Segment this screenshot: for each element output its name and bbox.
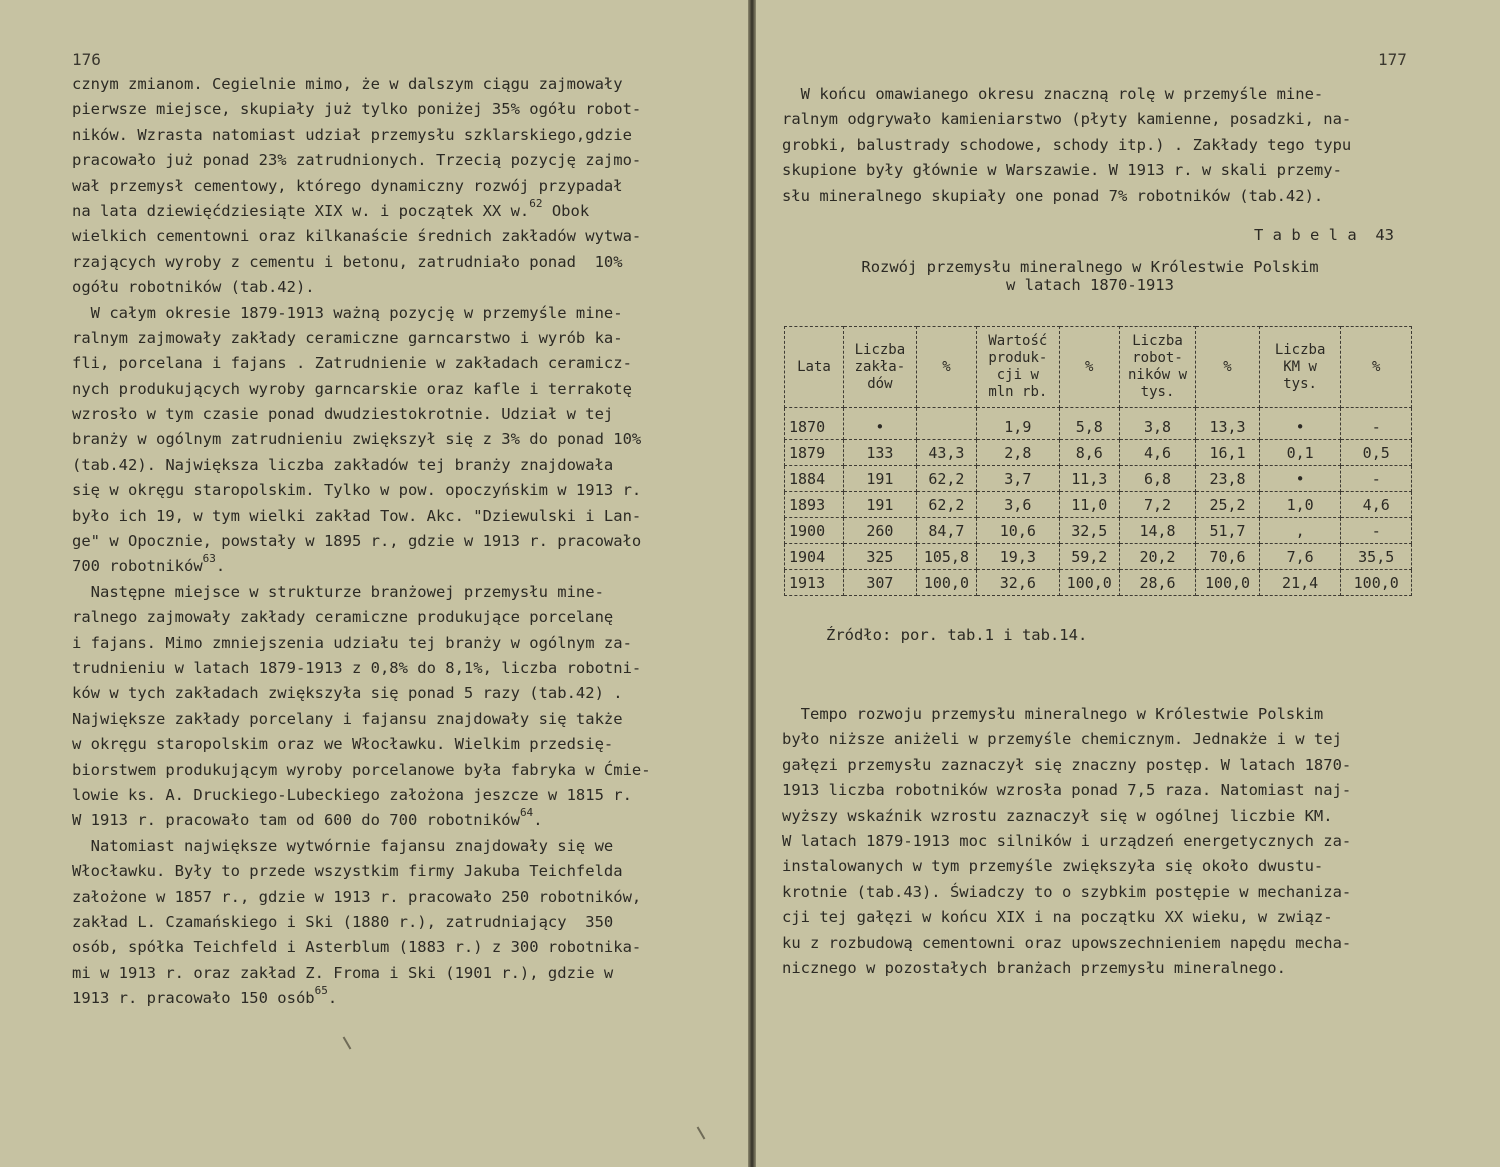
table-cell: 191 [843, 492, 916, 518]
table-cell: 28,6 [1119, 570, 1195, 596]
table-cell: 5,8 [1059, 408, 1119, 440]
text-line: trudnieniu w latach 1879-1913 z 0,8% do 8,1%, liczba robotni- [72, 658, 642, 677]
header-wartosc-produkcji: Wartość produk- cji w mln rb. [976, 327, 1059, 408]
text-line: 1913 liczba robotników wzrosła ponad 7,5 raza. Natomiast naj- [782, 781, 1352, 800]
table-cell: 32,6 [976, 570, 1059, 596]
table-cell: 3,8 [1119, 408, 1195, 440]
text-line: Największe zakłady porcelany i fajansu znajdowały się także [72, 709, 623, 728]
text-line: W końcu omawianego okresu znaczną rolę w przemyśle mine- [782, 85, 1324, 103]
header-liczba-zakladow: Liczba zakła- dów [843, 327, 916, 408]
table-cell: - [1341, 466, 1412, 492]
text-line: słu mineralnego skupiały one ponad 7% robotników (tab.42). [782, 186, 1324, 205]
text-line: wyższy wskaźnik wzrostu zaznaczył się w ogólnej liczbie KM. [782, 806, 1333, 825]
text-line: branży w ogólnym zatrudnieniu zwiększył się z 3% do ponad 10% [72, 430, 642, 449]
table-cell: 100,0 [916, 570, 976, 596]
text-line: W latach 1879-1913 moc silników i urządzeń energetycznych za- [782, 831, 1352, 850]
table-cell: 260 [843, 518, 916, 544]
footnote-64: 64 [519, 806, 534, 820]
table-cell: 4,6 [1119, 440, 1195, 466]
table-cell: 2,8 [976, 440, 1059, 466]
table-row [785, 408, 1412, 440]
text-line: było niższe aniżeli w przemyśle chemicznym. Jednakże i w tej [782, 730, 1342, 749]
table-cell: 0,1 [1259, 440, 1341, 466]
table-cell: 1893 [785, 492, 844, 518]
table-row [785, 570, 1412, 596]
table-cell: 7,2 [1119, 492, 1195, 518]
text-line: było ich 19, w tym wielki zakład Tow. Akc. "Dziewulski i Lan- [72, 506, 642, 525]
text-line: ralnego zajmowały zakłady ceramiczne produkujące porcelanę [72, 608, 614, 627]
text-line: Włocławku. Były to przede wszystkim firmy Jakuba Teichfelda [72, 862, 623, 881]
table-cell: 25,2 [1196, 492, 1260, 518]
table-cell: 11,3 [1059, 466, 1119, 492]
text-line: zakład L. Czamańskiego i Ski (1880 r.), zatrudniający 350 [72, 912, 614, 931]
header-percent: % [1196, 327, 1260, 408]
table-cell: 23,8 [1196, 466, 1260, 492]
table-row [785, 466, 1412, 492]
left-page-body [72, 72, 651, 1011]
text-line: rzających wyroby z cementu i betonu, zatrudniało ponad 10% [72, 252, 623, 271]
text-line: fli, porcelana i fajans . Zatrudnienie w zakładach ceramicz- [72, 354, 632, 373]
footnote-65: 65 [314, 984, 328, 998]
text-line: gałęzi przemysłu zaznaczył się znaczny postęp. W latach 1870- [782, 755, 1352, 774]
table-cell: 19,3 [976, 544, 1059, 570]
table-cell: • [1259, 408, 1341, 440]
table-cell: 14,8 [1119, 518, 1195, 544]
table-row [785, 492, 1412, 518]
text-line: pierwsze miejsce, skupiały już tylko poniżej 35% ogółu robot- [72, 100, 642, 119]
table-cell: • [843, 408, 916, 440]
text-line: krotnie (tab.43). Świadczy to o szybkim postępie w mechaniza- [782, 882, 1352, 901]
table-cell: 62,2 [916, 466, 976, 492]
table-cell: 0,5 [1341, 440, 1412, 466]
table-cell: 100,0 [1059, 570, 1119, 596]
left-page-number: 176 [72, 50, 101, 69]
text-line: cji tej gałęzi w końcu XIX i na początku XX wieku, w związ- [782, 908, 1333, 927]
table-cell: 8,6 [1059, 440, 1119, 466]
table-title-line-2: w latach 1870-1913 [1006, 276, 1174, 294]
table-cell: 1884 [785, 466, 844, 492]
header-liczba-km: Liczba KM w tys. [1259, 327, 1341, 408]
right-page-intro [782, 82, 1351, 209]
table-cell: , [1259, 518, 1341, 544]
table-cell: 3,6 [976, 492, 1059, 518]
footnote-63: 63 [202, 552, 216, 566]
table-cell: 7,6 [1259, 544, 1341, 570]
data-table [784, 326, 1412, 596]
text-line: (tab.42). Największa liczba zakładów tej branży znajdowała [72, 455, 614, 474]
text-line: i fajans. Mimo zmniejszenia udziału tej branży w ogólnym za- [72, 633, 632, 652]
text-line: ogółu robotników (tab.42). [72, 278, 315, 297]
table-cell: - [1341, 518, 1412, 544]
table-cell: 1879 [785, 440, 844, 466]
text-line: nych produkujących wyroby garncarskie oraz kafle i terrakotę [72, 379, 632, 398]
text-line: pracowało już ponad 23% zatrudnionych. Trzecią pozycję zajmo- [72, 151, 642, 170]
table-cell: 84,7 [916, 518, 976, 544]
text-line: grobki, balustrady schodowe, schody itp.) . Zakłady tego typu [782, 135, 1352, 154]
text-line: skupione były głównie w Warszawie. W 1913 r. w skali przemy- [782, 161, 1342, 180]
footnote-62: 62 [529, 196, 543, 210]
table-cell: 43,3 [916, 440, 976, 466]
text-line: Tempo rozwoju przemysłu mineralnego w Królestwie Polskim [782, 705, 1324, 723]
table-label: T a b e l a 43 [1254, 226, 1394, 244]
table-title-line-1: Rozwój przemysłu mineralnego w Królestwie Polskim [861, 258, 1319, 276]
table-cell: 105,8 [916, 544, 976, 570]
table-cell: 1904 [785, 544, 844, 570]
text-line: W całym okresie 1879-1913 ważną pozycję w przemyśle mine- [72, 303, 623, 322]
text-line: w okręgu staropolskim oraz we Włocławku. Wielkim przedsię- [72, 735, 614, 754]
table-cell: 20,2 [1119, 544, 1195, 570]
table-row [785, 544, 1412, 570]
header-percent: % [1341, 327, 1412, 408]
text-line: Następne miejsce w strukturze branżowej przemysłu mine- [72, 582, 604, 601]
table-cell: • [1259, 466, 1341, 492]
table-cell: 1,9 [976, 408, 1059, 440]
text-line: ralnym zajmowały zakłady ceramiczne garncarstwo i wyrób ka- [72, 328, 623, 347]
text-line: cznym zmianom. Cegielnie mimo, że w dalszym ciągu zajmowały [72, 75, 623, 93]
header-percent: % [916, 327, 976, 408]
table-cell: 325 [843, 544, 916, 570]
table-cell: 3,7 [976, 466, 1059, 492]
table-cell: 70,6 [1196, 544, 1260, 570]
table-cell: 21,4 [1259, 570, 1341, 596]
table-cell: 13,3 [1196, 408, 1260, 440]
text-line: ników. Wzrasta natomiast udział przemysłu szklarskiego,gdzie [72, 125, 632, 144]
table-header-row [785, 327, 1412, 408]
table-cell [916, 408, 976, 440]
table-cell: 59,2 [1059, 544, 1119, 570]
table-cell: 1,0 [1259, 492, 1341, 518]
text-line: na lata dziewięćdziesiąte XIX w. i początek XX w.$^{62}$ Obok [72, 196, 590, 220]
table-row [785, 440, 1412, 466]
table-cell: 51,7 [1196, 518, 1260, 544]
text-line: wielkich cementowni oraz kilkanaście średnich zakładów wytwa- [72, 227, 642, 246]
text-line: wał przemysł cementowy, którego dynamiczny rozwój przypadał [72, 176, 623, 195]
right-page-number: 177 [1378, 50, 1407, 69]
table-cell: 100,0 [1196, 570, 1260, 596]
text-line: lowie ks. A. Druckiego-Lubeckiego założona jeszcze w 1815 r. [72, 785, 632, 804]
table-source-note: Źródło: por. tab.1 i tab.14. [826, 626, 1088, 644]
table-cell: 10,6 [976, 518, 1059, 544]
text-line: ku z rozbudową cementowni oraz upowszechnieniem napędu mecha- [782, 933, 1352, 952]
text-line: założone w 1857 r., gdzie w 1913 r. pracowało 250 robotników, [72, 887, 642, 906]
table-cell: 307 [843, 570, 916, 596]
table-cell: 191 [843, 466, 916, 492]
text-line: 1913 r. pracowało 150 osób$^{65}$. [72, 984, 338, 1008]
book-gutter [748, 0, 756, 1167]
text-line: instalowanych w tym przemyśle zwiększyła się około dwustu- [782, 857, 1324, 876]
table-title [820, 258, 1360, 294]
table-cell: 1900 [785, 518, 844, 544]
text-line: W 1913 r. pracowało tam od 600 do 700 robotników$^{64}$. [72, 806, 543, 830]
text-line: ków w tych zakładach zwiększyła się ponad 5 razy (tab.42) . [72, 684, 623, 703]
text-line: mi w 1913 r. oraz zakład Z. Froma i Ski (1901 r.), gdzie w [72, 963, 614, 982]
table-cell: 4,6 [1341, 492, 1412, 518]
table-cell: 1870 [785, 408, 844, 440]
text-line: ge" w Opocznie, powstały w 1895 r., gdzie w 1913 r. pracowało [72, 532, 642, 551]
text-line: wzrosło w tym czasie ponad dwudziestokrotnie. Udział w tej [72, 405, 614, 424]
text-line: osób, spółka Teichfeld i Asterblum (1883 r.) z 300 robotnika- [72, 938, 642, 957]
table-cell: - [1341, 408, 1412, 440]
table-cell: 16,1 [1196, 440, 1260, 466]
text-line: biorstwem produkującym wyroby porcelanowe była fabryka w Ćmie- [72, 760, 651, 779]
table-cell: 100,0 [1341, 570, 1412, 596]
table-cell: 62,2 [916, 492, 976, 518]
right-page-body [782, 702, 1351, 981]
table-cell: 32,5 [1059, 518, 1119, 544]
table-cell: 1913 [785, 570, 844, 596]
text-line: się w okręgu staropolskim. Tylko w pow. opoczyńskim w 1913 r. [72, 481, 642, 500]
table-cell: 11,0 [1059, 492, 1119, 518]
header-liczba-robotnikow: Liczba robot- ników w tys. [1119, 327, 1195, 408]
text-line: nicznego w pozostałych branżach przemysłu mineralnego. [782, 958, 1286, 977]
table-cell: 6,8 [1119, 466, 1195, 492]
table-row [785, 518, 1412, 544]
text-line: ralnym odgrywało kamieniarstwo (płyty kamienne, posadzki, na- [782, 110, 1352, 129]
text-line: Natomiast największe wytwórnie fajansu znajdowały się we [72, 836, 614, 855]
header-percent: % [1059, 327, 1119, 408]
header-lata: Lata [785, 327, 844, 408]
table-cell: 35,5 [1341, 544, 1412, 570]
table-cell: 133 [843, 440, 916, 466]
text-line: 700 robotników$^{63}$. [72, 552, 226, 576]
